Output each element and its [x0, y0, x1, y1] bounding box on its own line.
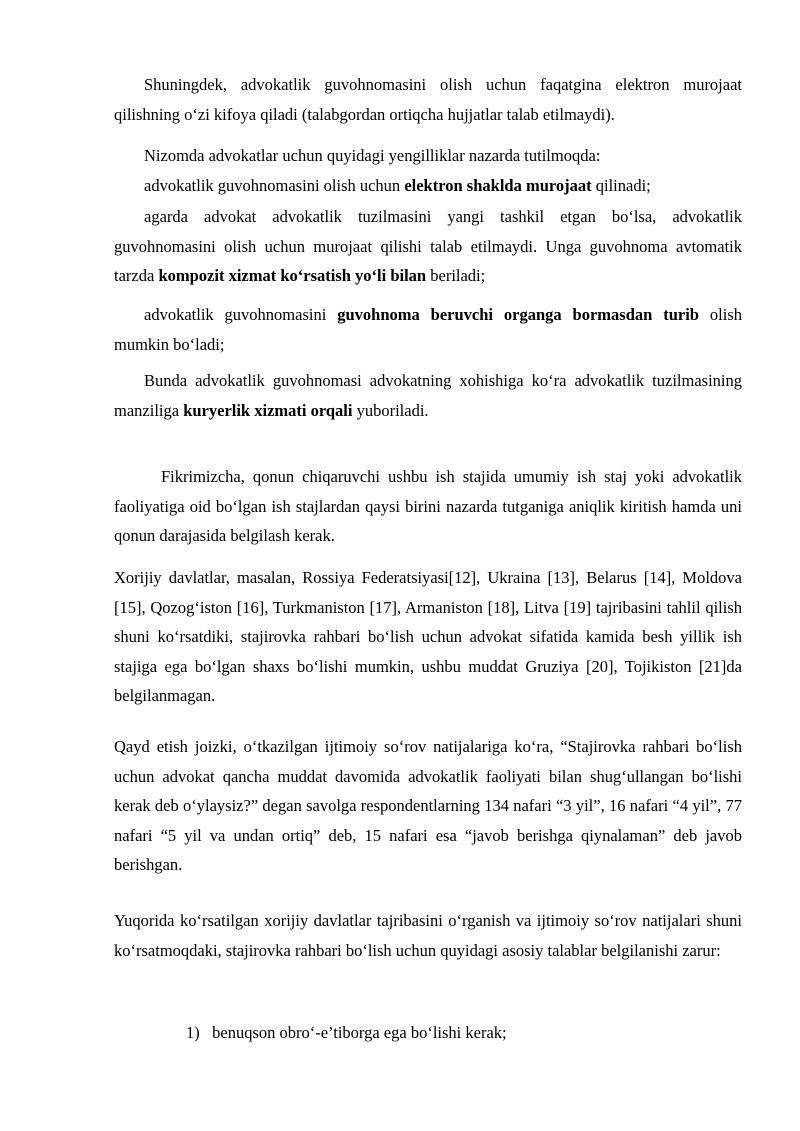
bold-text: guvohnoma beruvchi organga bormasdan turib	[337, 305, 699, 324]
text-segment: advokatlik guvohnomasini olish uchun	[144, 176, 405, 195]
paragraph-benefit-no-visit	[114, 300, 742, 359]
paragraph-benefit-composite	[114, 202, 742, 291]
paragraph-requirements-intro: Yuqorida koʻrsatilgan xorijiy davlatlar tajribasini oʻrganish va ijtimoiy soʻrov natijalari shuni koʻrsatmoqdaki, stajirovka rahbari boʻlish uchun quyidagi asosiy talablar belgilanishi zarur:	[114, 911, 742, 960]
paragraph-benefit-electronic	[114, 171, 742, 201]
text-segment: Bunda advokatlik guvohnomasi advokatning xohishiga koʻra advokatlik tuzilmasining manziliga	[114, 371, 742, 420]
text-segment: olish mumkin boʻladi;	[114, 305, 742, 354]
paragraph-courier-delivery	[114, 366, 742, 425]
list-item-text: benuqson obroʻ-e’tiborga ega boʻlishi kerak;	[212, 1023, 507, 1042]
paragraph-regulation-intro: Nizomda advokatlar uchun quyidagi yengilliklar nazarda tutilmoqda:	[144, 146, 601, 165]
text-segment: agarda advokat advokatlik tuzilmasini yangi tashkil etgan boʻlsa, advokatlik guvohnomasini olish uchun murojaat qilishi talab etilmaydi. Unga guvohnoma avtomatik tarzda	[114, 207, 742, 286]
paragraph-foreign-experience: Xorijiy davlatlar, masalan, Rossiya Federatsiyasi[12], Ukraina [13], Belarus [14], Moldova [15], Qozogʻiston [16], Turkmaniston [17], Armaniston [18], Litva [19] tajribasini tahlil qilish shuni koʻrsatdiki, stajirovka rahbari boʻlish uchun advokat sifatida kamida besh yillik ish stajiga ega boʻlgan shaxs boʻlishi mumkin, ushbu muddat Gruziya [20], Tojikiston [21]da belgilanmagan.	[114, 568, 742, 706]
bold-text: elektron shaklda murojaat	[404, 176, 592, 195]
bold-text: kompozit xizmat koʻrsatish yoʻli bilan	[158, 266, 427, 286]
text-segment: beriladi;	[426, 266, 486, 286]
text-segment: advokatlik guvohnomasini	[144, 305, 338, 324]
text-segment: qilinadi;	[591, 176, 651, 195]
text-segment: yuboriladi.	[352, 400, 429, 420]
bold-text: kuryerlik xizmati orqali	[183, 400, 353, 420]
list-item-number: 1)	[186, 1023, 200, 1042]
paragraph-survey-results: Qayd etish joizki, oʻtkazilgan ijtimoiy soʻrov natijalariga koʻra, “Stajirovka rahbari boʻlish uchun advokat qancha muddat davomida advokatlik faoliyati bilan shugʻullangan boʻlishi kerak deb oʻylaysiz?” degan savolga respondentlarning 134 nafari “3 yil”, 16 nafari “4 yil”, 77 nafari “5 yil va undan ortiq” deb, 15 nafari esa “javob berishga qiynalaman” deb javob berishgan.	[114, 737, 742, 875]
paragraph-electronic-application: Shuningdek, advokatlik guvohnomasini olish uchun faqatgina elektron murojaat qilishning oʻzi kifoya qiladi (talabgordan ortiqcha hujjatlar talab etilmaydi).	[114, 75, 742, 124]
list-item	[186, 1018, 507, 1048]
paragraph-opinion: Fikrimizcha, qonun chiqaruvchi ushbu ish stajida umumiy ish staj yoki advokatlik faoliyatiga oid boʻlgan ish stajlardan qaysi birini nazarda tutganiga aniqlik kiritish hamda uni qonun darajasida belgilash kerak.	[114, 467, 742, 546]
